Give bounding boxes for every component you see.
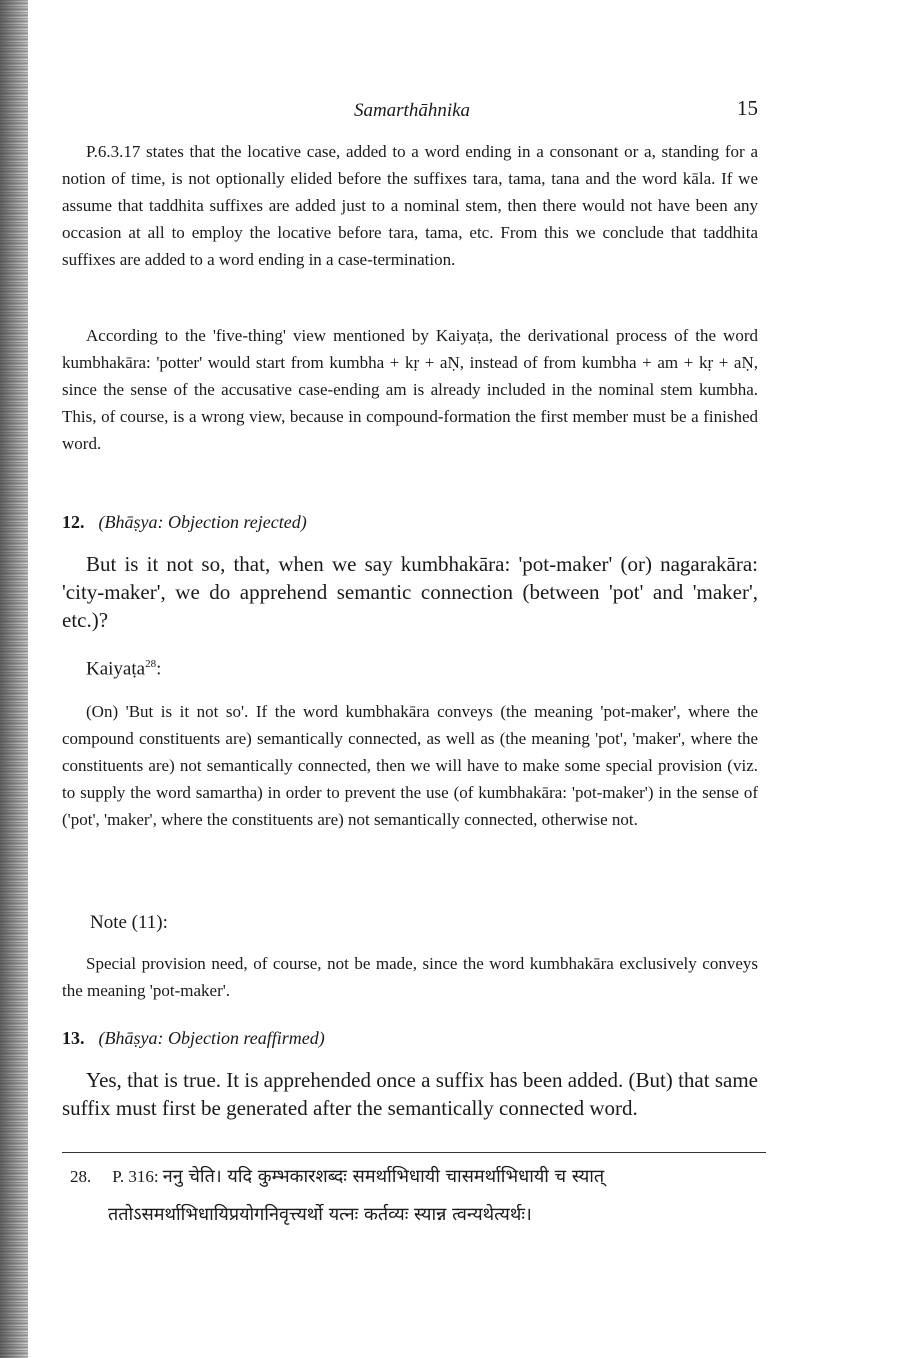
- footnote-ref-text: P. 316:: [112, 1167, 159, 1186]
- section-number: 12.: [62, 512, 85, 532]
- section-title: (Bhāṣya: Objection rejected): [98, 512, 307, 532]
- footnote-line-1: [70, 1160, 760, 1194]
- paragraph-bhasya-12: But is it not so, that, when we say kumbhakāra: 'pot-maker' (or) nagarakāra: 'city-maker', we do apprehend semantic connection (between 'pot' and 'maker', etc.)?: [62, 552, 758, 632]
- footnote-line-2: [70, 1198, 760, 1232]
- section-heading-12: [62, 512, 307, 533]
- paragraph-bhasya-13: Yes, that is true. It is apprehended once a suffix has been added. (But) that same suffix must first be generated after the semantically connected word.: [62, 1068, 758, 1120]
- kaiyata-label: [86, 658, 161, 680]
- paragraph-kaiyata-comment: (On) 'But is it not so'. If the word kumbhakāra conveys (the meaning 'pot-maker', where the compound constituents are) semantically connected, as well as (the meaning 'pot', 'maker', where the constituents are) not semantically connected, then we will have to make some special provision (viz. to supply the word samartha) in order to prevent the use (of kumbhakāra: 'pot-maker') in the sense of ('pot', 'maker', where the constituents are) not semantically connected, otherwise not.: [62, 702, 758, 829]
- footnote-ref: 28: [145, 658, 157, 670]
- note-label: Note (11):: [90, 912, 168, 933]
- footnote-number: 28.: [70, 1167, 92, 1186]
- section-number: 13.: [62, 1028, 85, 1048]
- section-title: (Bhāṣya: Objection reaffirmed): [98, 1028, 325, 1048]
- section-heading-13: [62, 1028, 325, 1049]
- running-head: [62, 96, 762, 126]
- scanned-page-edge: [0, 0, 28, 1358]
- kaiyata-colon: :: [156, 658, 162, 680]
- footnote-sanskrit-1: ननु चेति। यदि कुम्भकारशब्दः समर्थाभिधायी चासमर्थाभिधायी च स्यात्: [162, 1166, 605, 1187]
- paragraph-locative-case: P.6.3.17 states that the locative case, added to a word ending in a consonant or a, standing for a notion of time, is not optionally elided before the suffixes tara, tama, tana and the word kāla. If we assume that taddhita suffixes are added just to a nominal stem, then there would not have been any occasion at all to employ the locative before tara, tama, etc. From this we conclude that taddhita suffixes are added to a word ending in a case-termination.: [62, 142, 758, 269]
- footnote-rule: [62, 1152, 766, 1153]
- page-number: 15: [737, 96, 758, 120]
- paragraph-note-11: Special provision need, of course, not be made, since the word kumbhakāra exclusively conveys the meaning 'pot-maker'.: [62, 954, 758, 1000]
- kaiyata-name: Kaiyaṭa: [86, 658, 146, 680]
- footnote-sanskrit-2: ततोऽसमर्थाभिधायिप्रयोगनिवृत्त्यर्थो यत्नः कर्तव्यः स्यान्न त्वन्यथेत्यर्थः।: [108, 1204, 532, 1225]
- running-head-title: Samarthāhnika: [353, 100, 471, 121]
- paragraph-five-thing-view: According to the 'five-thing' view mentioned by Kaiyaṭa, the derivational process of the word kumbhakāra: 'potter' would start from kumbha + kṛ + aṆ, instead of from kumbha + am + kṛ + aṆ, since the sense of the accusative case-ending am is already included in the nominal stem kumbha. This, of course, is a wrong view, because in compound-formation the first member must be a finished word.: [62, 326, 758, 453]
